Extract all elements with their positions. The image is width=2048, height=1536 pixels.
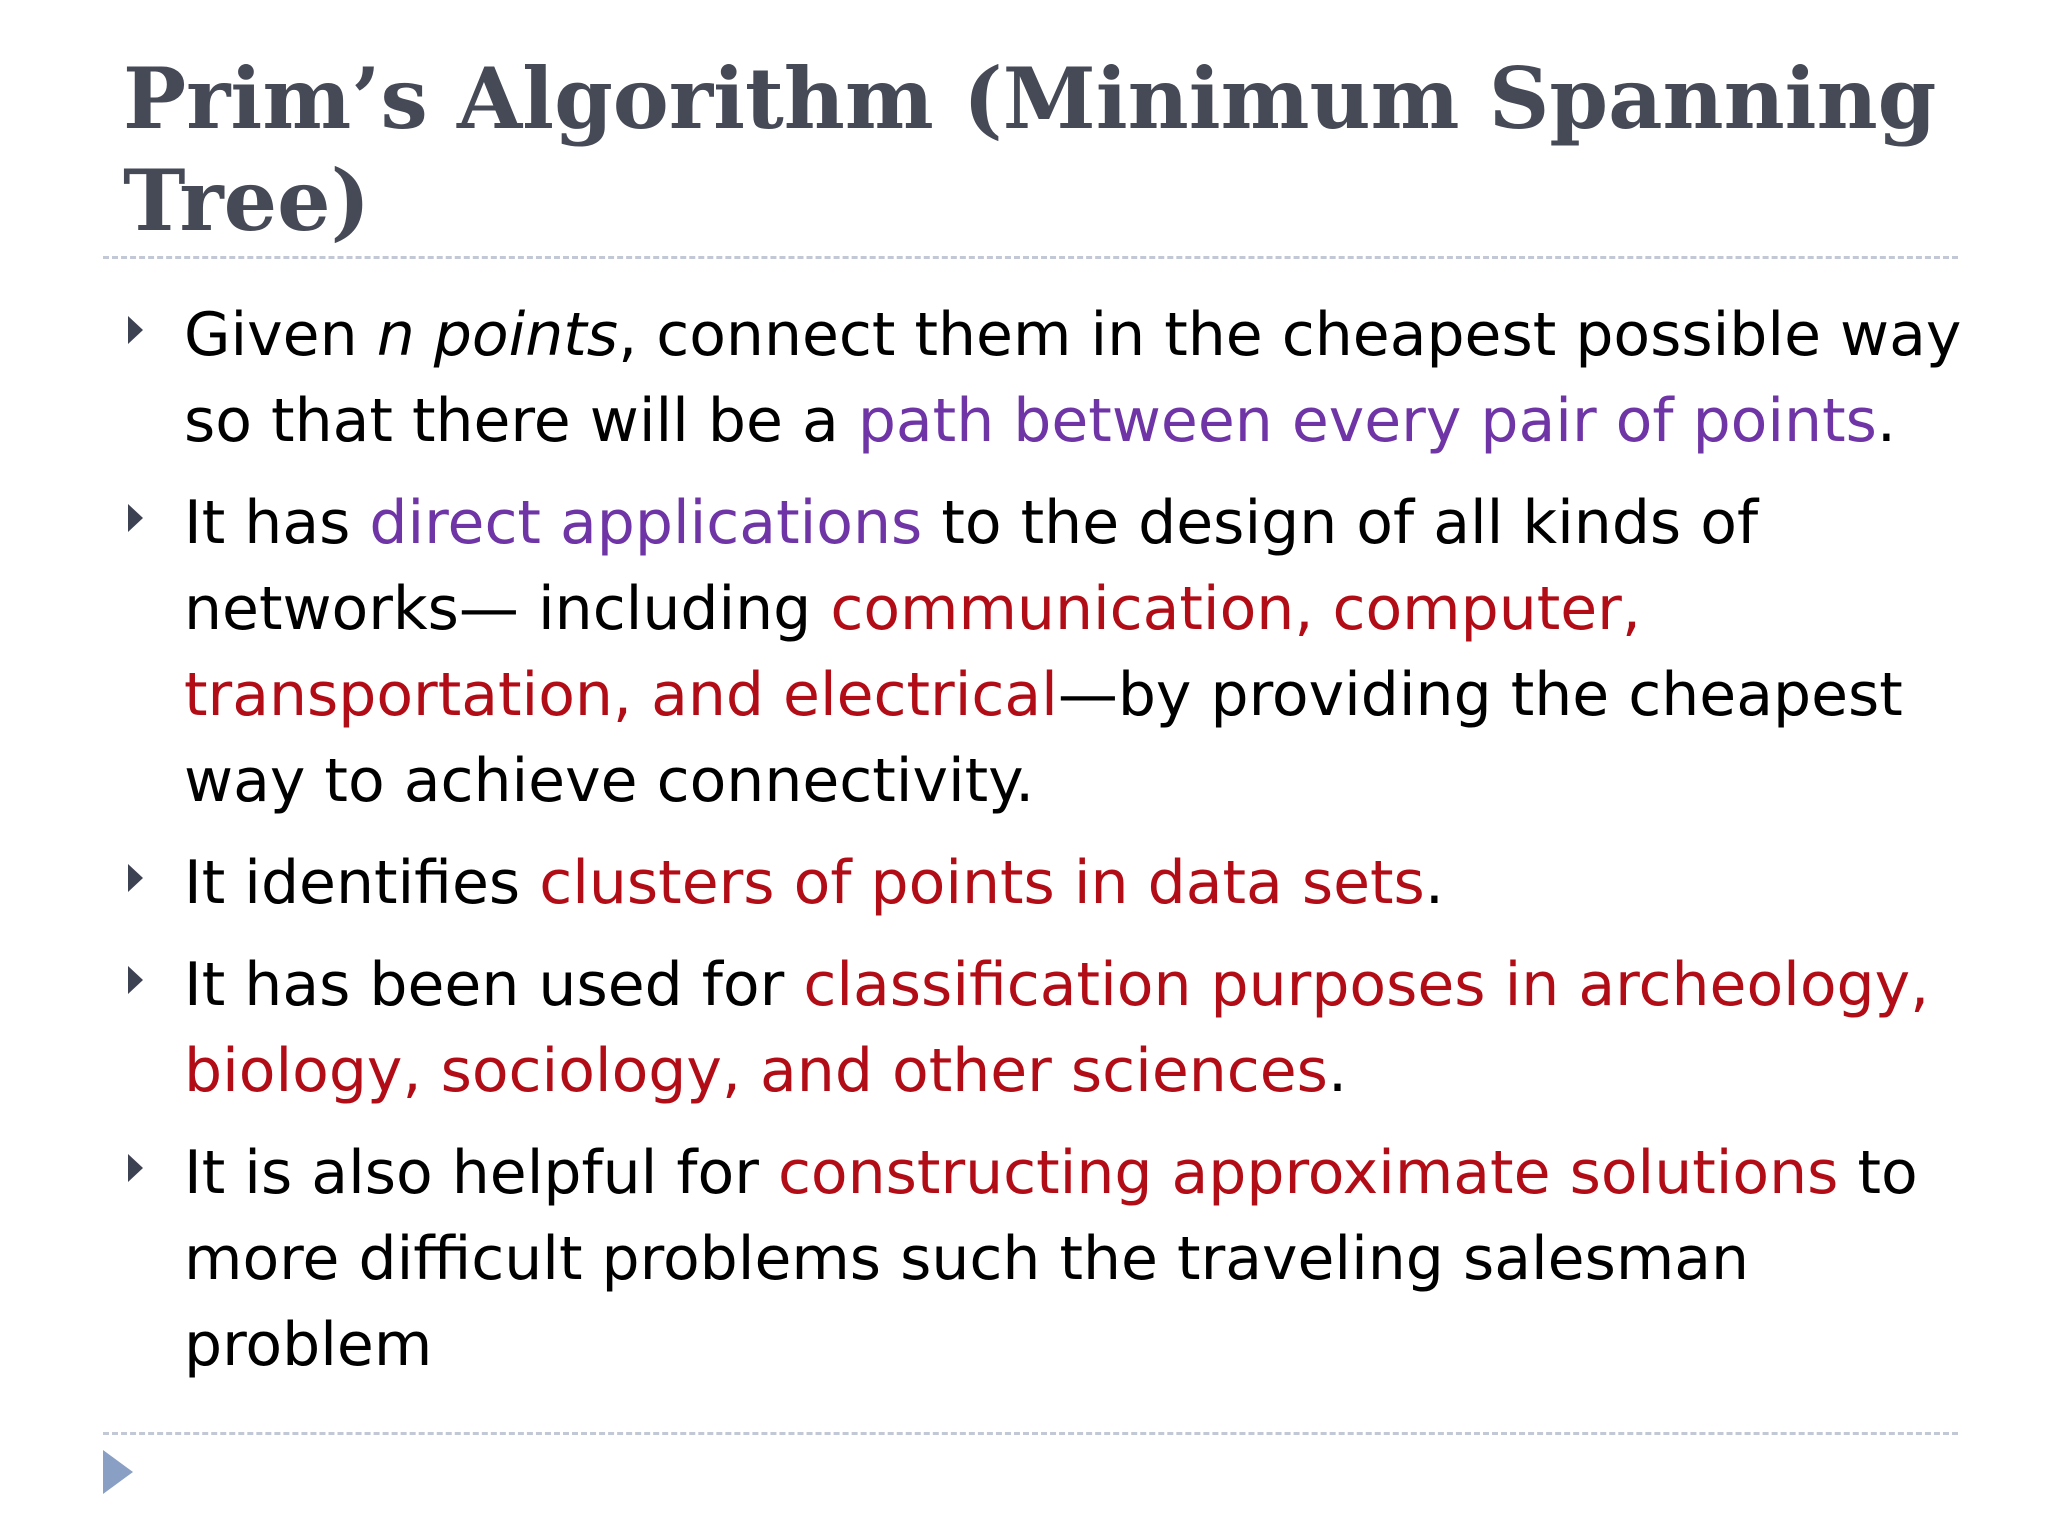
emphasis-text: n points bbox=[376, 300, 619, 370]
title-divider bbox=[103, 256, 1958, 259]
bullet-item: Given n points, connect them in the cheapest possible way so that there will be a path between every pair of points. bbox=[122, 292, 1962, 464]
bullet-item: It identifies clusters of points in data sets. bbox=[122, 840, 1962, 926]
triangle-right-icon bbox=[128, 316, 143, 344]
highlight-text: classification purposes in archeology, biology, sociology, and other sciences bbox=[184, 950, 1930, 1106]
bullet-item: It has direct applications to the design of all kinds of networks— including communication, computer, transportation, and electrical—by providing the cheapest way to achieve connectivity. bbox=[122, 480, 1962, 824]
next-slide-arrow-icon[interactable] bbox=[103, 1450, 133, 1494]
triangle-right-icon bbox=[128, 1154, 143, 1182]
bullet-item: It has been used for classification purposes in archeology, biology, sociology, and other sciences. bbox=[122, 942, 1962, 1114]
highlight-text: communication, computer, transportation, and electrical bbox=[184, 574, 1641, 730]
highlight-text: direct applications bbox=[369, 488, 923, 558]
triangle-right-icon bbox=[128, 864, 143, 892]
bullet-item: It is also helpful for constructing approximate solutions to more difficult problems such the traveling salesman problem bbox=[122, 1130, 1962, 1388]
highlight-text: constructing approximate solutions bbox=[777, 1138, 1839, 1208]
triangle-right-icon bbox=[128, 966, 143, 994]
highlight-text: clusters of points in data sets bbox=[539, 848, 1425, 918]
highlight-text: path between every pair of points bbox=[857, 386, 1877, 456]
slide-title: Prim’s Algorithm (Minimum Spanning Tree) bbox=[123, 49, 1937, 250]
footer-divider bbox=[103, 1432, 1958, 1435]
triangle-right-icon bbox=[128, 504, 143, 532]
bullet-list bbox=[122, 292, 1962, 1404]
